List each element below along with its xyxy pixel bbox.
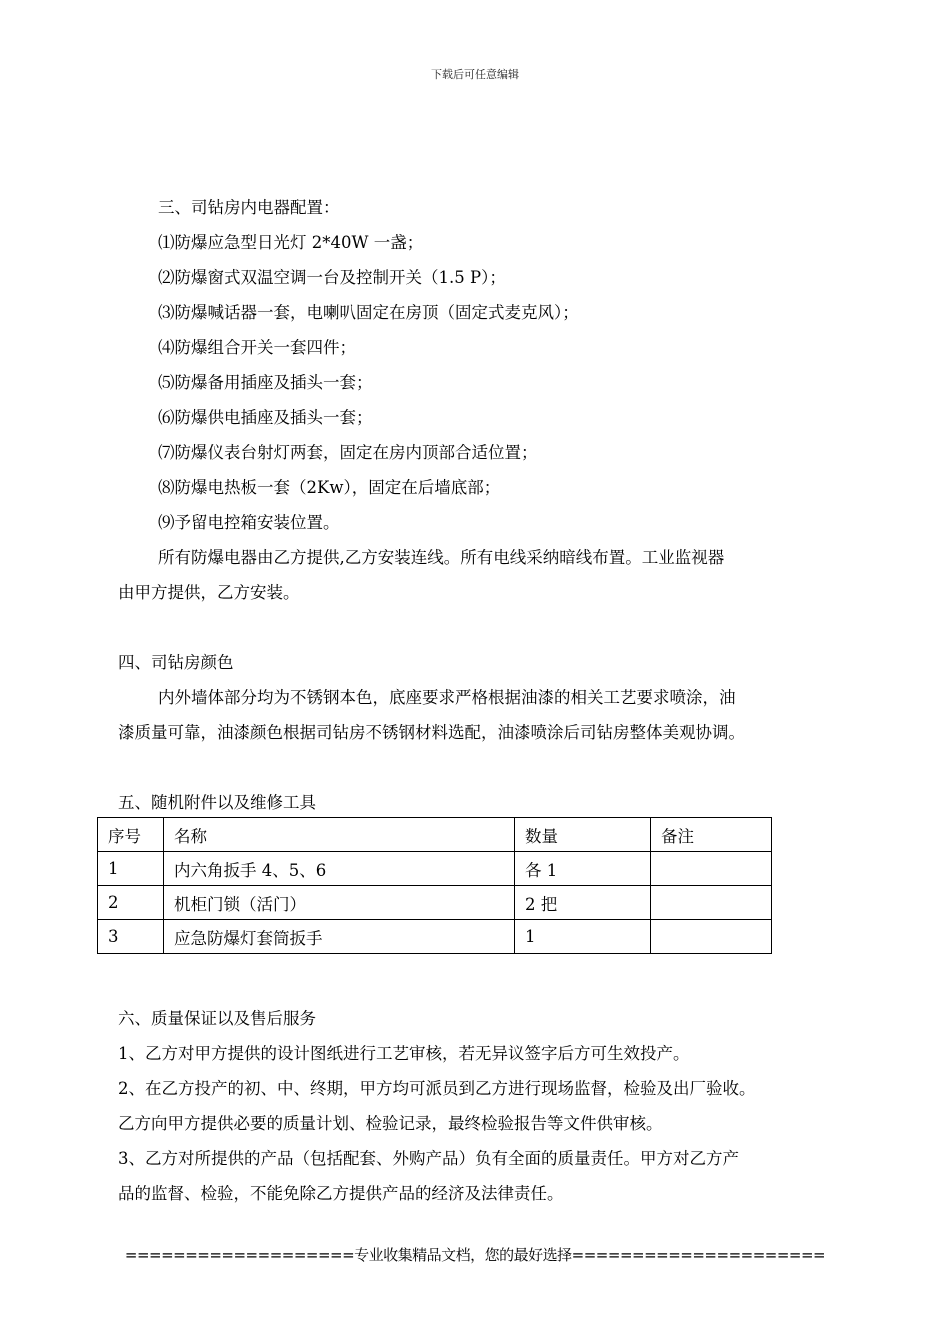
table-row	[98, 920, 772, 954]
table-cell: 1	[98, 852, 164, 886]
table-cell	[651, 886, 772, 920]
section6-line: 品的监督、检验，不能免除乙方提供产品的经济及法律责任。	[118, 1184, 564, 1203]
section4-title: 四、司钻房颜色	[118, 653, 234, 672]
table-header-cell: 备注	[651, 818, 772, 852]
page-footer: ===================专业收集精品文档，您的最好选择=====================	[124, 1246, 826, 1264]
section3-item: ⑺防爆仪表台射灯两套，固定在房内顶部合适位置；	[158, 443, 538, 462]
section4-line2: 漆质量可靠，油漆颜色根据司钻房不锈钢材料选配，油漆喷涂后司钻房整体美观协调。	[118, 723, 745, 742]
section3-title: 三、司钻房内电器配置：	[158, 198, 340, 217]
table-header-cell: 数量	[515, 818, 651, 852]
table-cell	[651, 920, 772, 954]
section6-line: 3、乙方对所提供的产品（包括配套、外购产品）负有全面的质量责任。甲方对乙方产	[118, 1149, 739, 1168]
section3-paragraph-line2: 由甲方提供，乙方安装。	[118, 583, 300, 602]
table-cell: 应急防爆灯套筒扳手	[164, 920, 515, 954]
section3-paragraph-line1: 所有防爆电器由乙方提供,乙方安装连线。所有电线采纳暗线布置。工业监视器	[158, 548, 725, 567]
section3-item: ⑹防爆供电插座及插头一套；	[158, 408, 373, 427]
table-header-row	[98, 818, 772, 852]
section6-line: 2、在乙方投产的初、中、终期，甲方均可派员到乙方进行现场监督，检验及出厂验收。	[118, 1079, 756, 1098]
table-row	[98, 852, 772, 886]
section3-item: ⑸防爆备用插座及插头一套；	[158, 373, 373, 392]
section3-item: ⑵防爆窗式双温空调一台及控制开关（1.5 P）；	[158, 268, 506, 287]
table-cell: 3	[98, 920, 164, 954]
section3-item: ⑶防爆喊话器一套，电喇叭固定在房顶（固定式麦克风）；	[158, 303, 579, 322]
section5-title: 五、随机附件以及维修工具	[118, 793, 316, 812]
accessories-table	[97, 817, 772, 954]
table-cell: 各 1	[515, 852, 651, 886]
table-cell: 1	[515, 920, 651, 954]
section3-item: ⑻防爆电热板一套（2Kw），固定在后墙底部；	[158, 478, 501, 497]
section4-line1: 内外墙体部分均为不锈钢本色，底座要求严格根据油漆的相关工艺要求喷涂，油	[158, 688, 736, 707]
section3-item: ⑼予留电控箱安装位置。	[158, 513, 340, 532]
section6-line: 乙方向甲方提供必要的质量计划、检验记录，最终检验报告等文件供审核。	[118, 1114, 663, 1133]
table-cell: 2 把	[515, 886, 651, 920]
table-cell: 内六角扳手 4、5、6	[164, 852, 515, 886]
table-header-cell: 序号	[98, 818, 164, 852]
table-row	[98, 886, 772, 920]
section3-item: ⑴防爆应急型日光灯 2*40W 一盏；	[158, 233, 424, 252]
section6-title: 六、质量保证以及售后服务	[118, 1009, 316, 1028]
page-header: 下载后可任意编辑	[431, 68, 519, 81]
table-cell: 2	[98, 886, 164, 920]
table-header-cell: 名称	[164, 818, 515, 852]
table-cell: 机柜门锁（活门）	[164, 886, 515, 920]
table-cell	[651, 852, 772, 886]
section3-item: ⑷防爆组合开关一套四件；	[158, 338, 356, 357]
section6-line: 1、乙方对甲方提供的设计图纸进行工艺审核，若无异议签字后方可生效投产。	[118, 1044, 690, 1063]
